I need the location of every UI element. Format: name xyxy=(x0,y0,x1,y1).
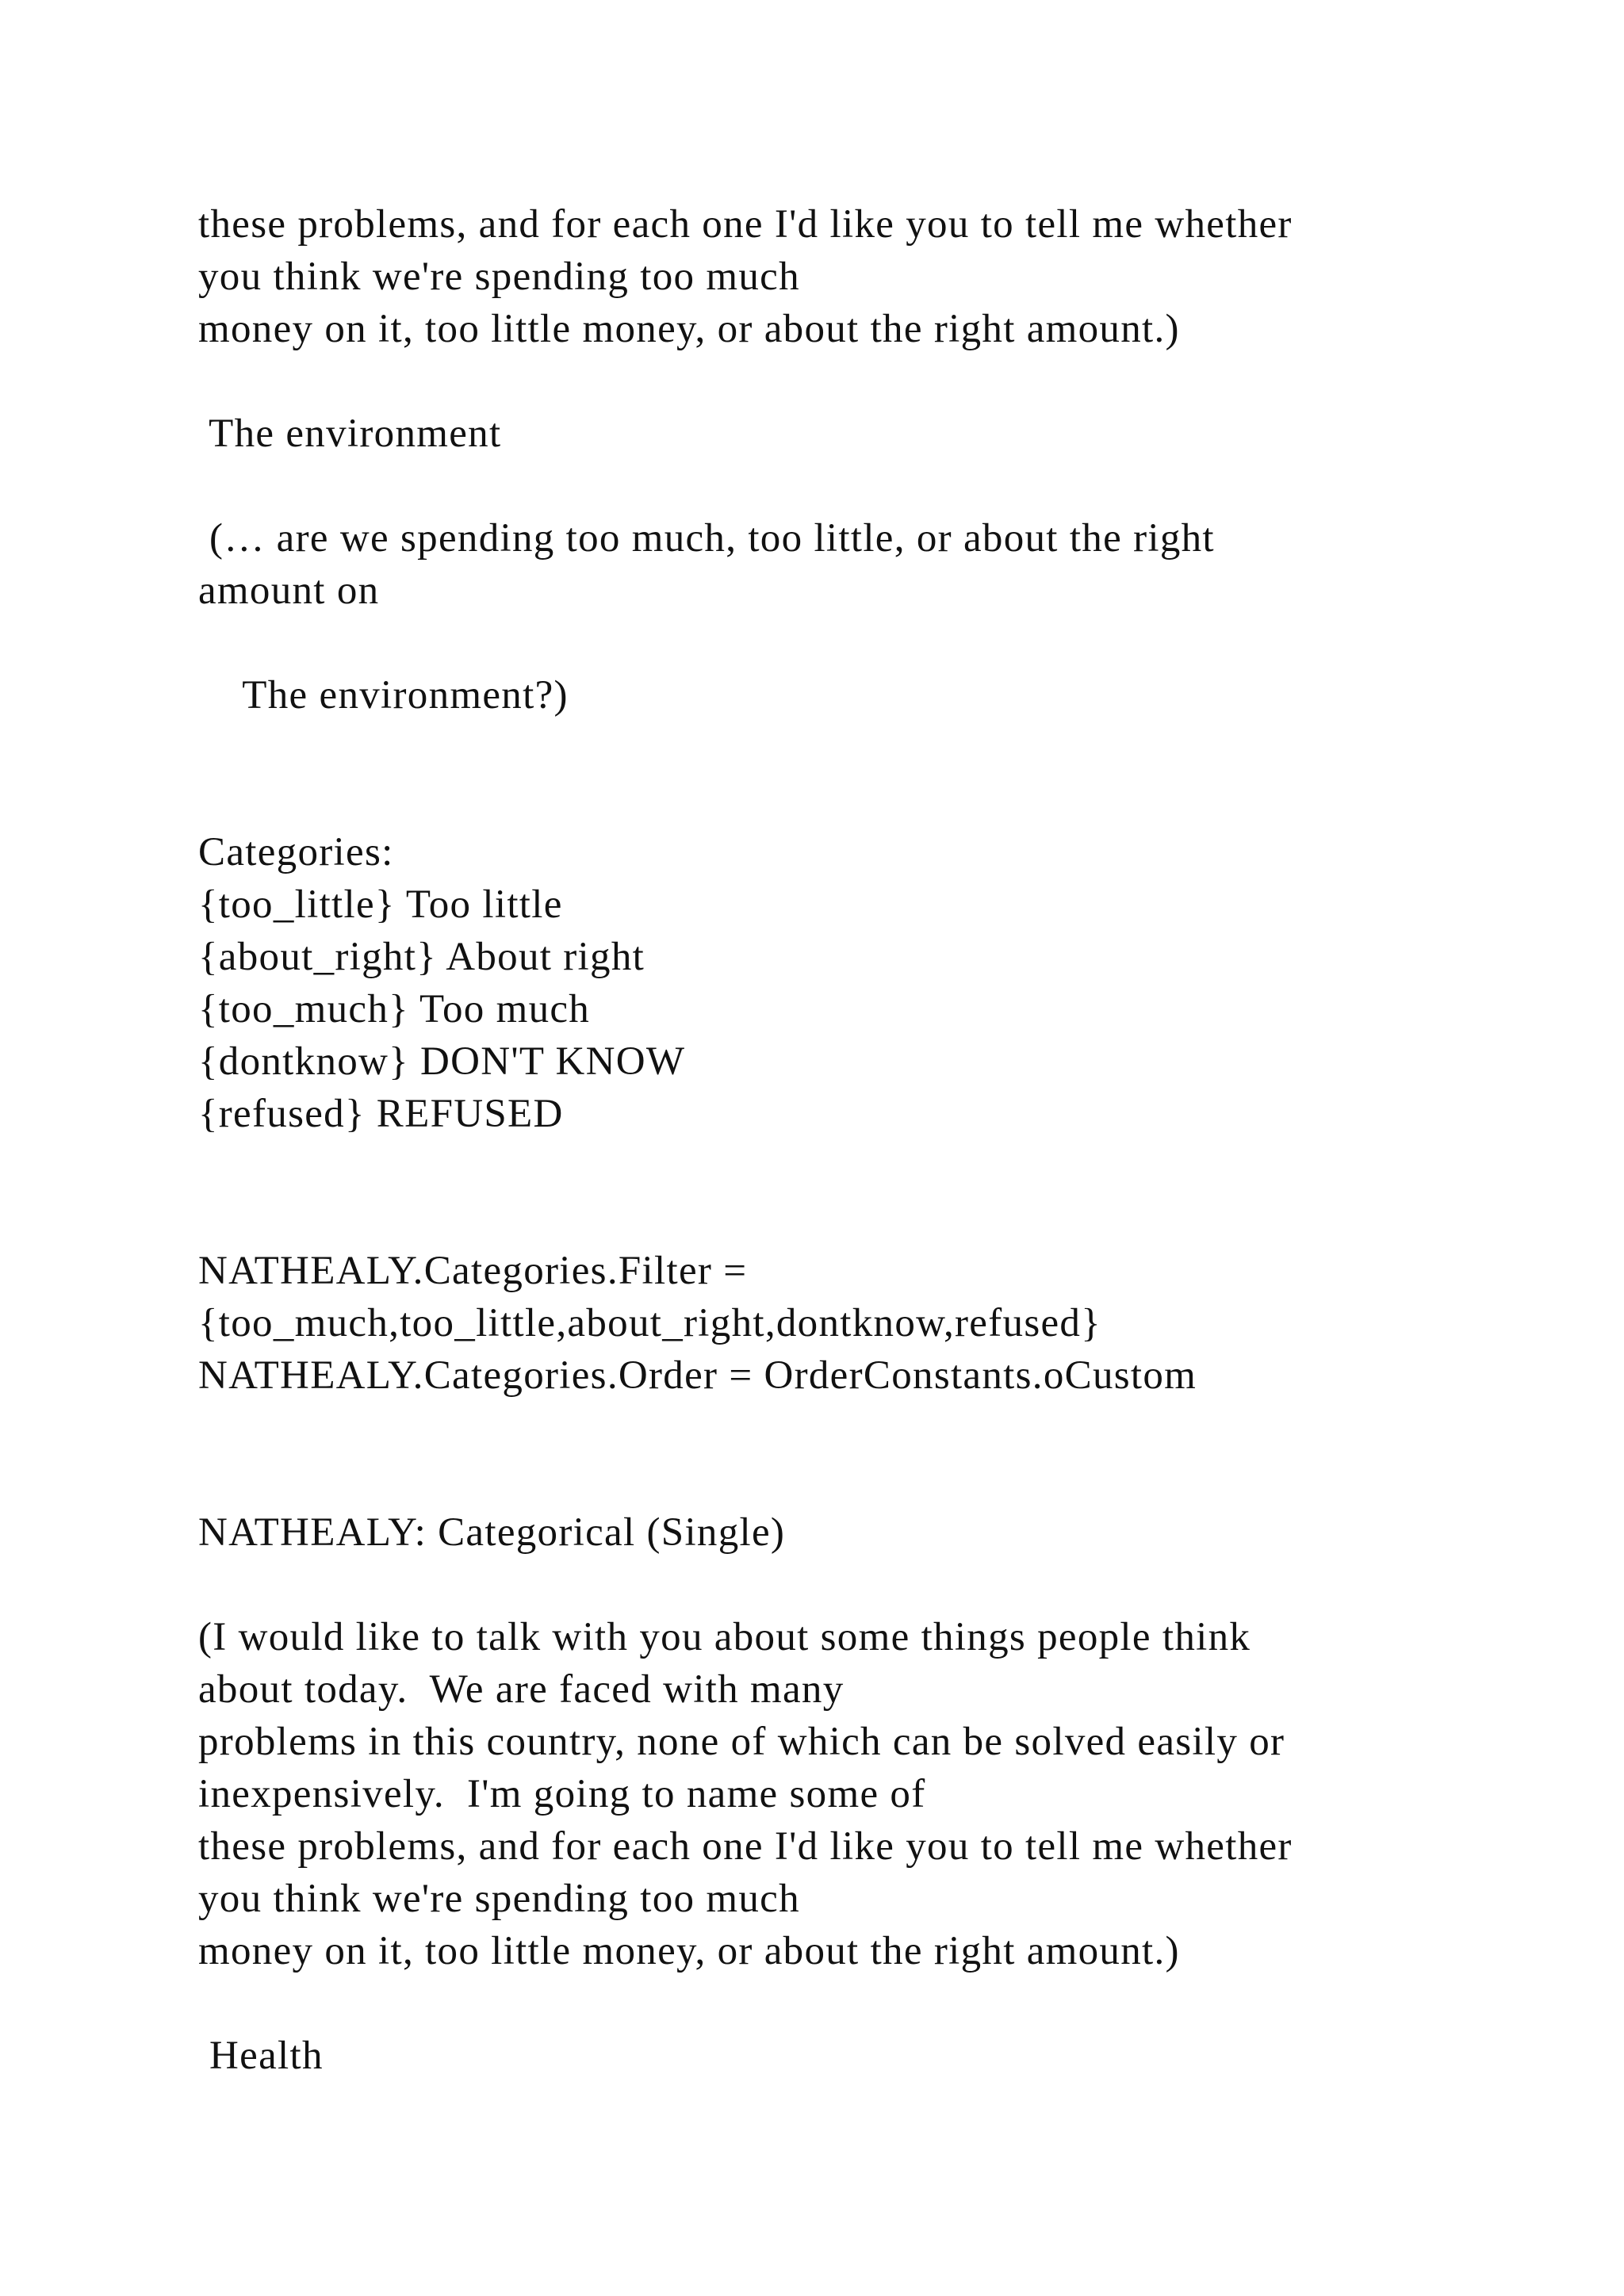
category-item: {dontknow} DON'T KNOW xyxy=(198,1039,686,1084)
question-text-line: money on it, too little money, or about the right amount.) xyxy=(198,1929,1180,1973)
question-topic-line: The environment?) xyxy=(198,673,569,718)
question-text-line: (… are we spending too much, too little, or about the right xyxy=(198,516,1215,561)
question-text-line: problems in this country, none of which can be solved easily or xyxy=(198,1720,1285,1764)
category-item: {about_right} About right xyxy=(198,935,645,979)
question-text-line: you think we're spending too much xyxy=(198,1877,800,1921)
question-text-line: about today. We are faced with many xyxy=(198,1667,845,1712)
filter-values: {too_much,too_little,about_right,dontknow,refused} xyxy=(198,1301,1101,1345)
intro-text-line: money on it, too little money, or about the right amount.) xyxy=(198,307,1180,351)
categories-heading: Categories: xyxy=(198,830,394,874)
filter-statement: NATHEALY.Categories.Filter = xyxy=(198,1249,748,1293)
category-item: {too_little} Too little xyxy=(198,882,563,927)
topic-label: Health xyxy=(198,2034,324,2078)
question-text-line: inexpensively. I'm going to name some of xyxy=(198,1772,926,1816)
question-text-line: amount on xyxy=(198,568,380,613)
variable-heading: NATHEALY: Categorical (Single) xyxy=(198,1510,786,1555)
order-statement: NATHEALY.Categories.Order = OrderConstants.oCustom xyxy=(198,1353,1197,1398)
question-text-line: (I would like to talk with you about some things people think xyxy=(198,1615,1251,1659)
intro-text-line: you think we're spending too much xyxy=(198,254,800,299)
category-item: {too_much} Too much xyxy=(198,987,591,1031)
intro-text-line: these problems, and for each one I'd like you to tell me whether xyxy=(198,202,1293,247)
topic-label: The environment xyxy=(198,411,502,456)
question-text-line: these problems, and for each one I'd like you to tell me whether xyxy=(198,1824,1293,1869)
category-item: {refused} REFUSED xyxy=(198,1092,564,1136)
